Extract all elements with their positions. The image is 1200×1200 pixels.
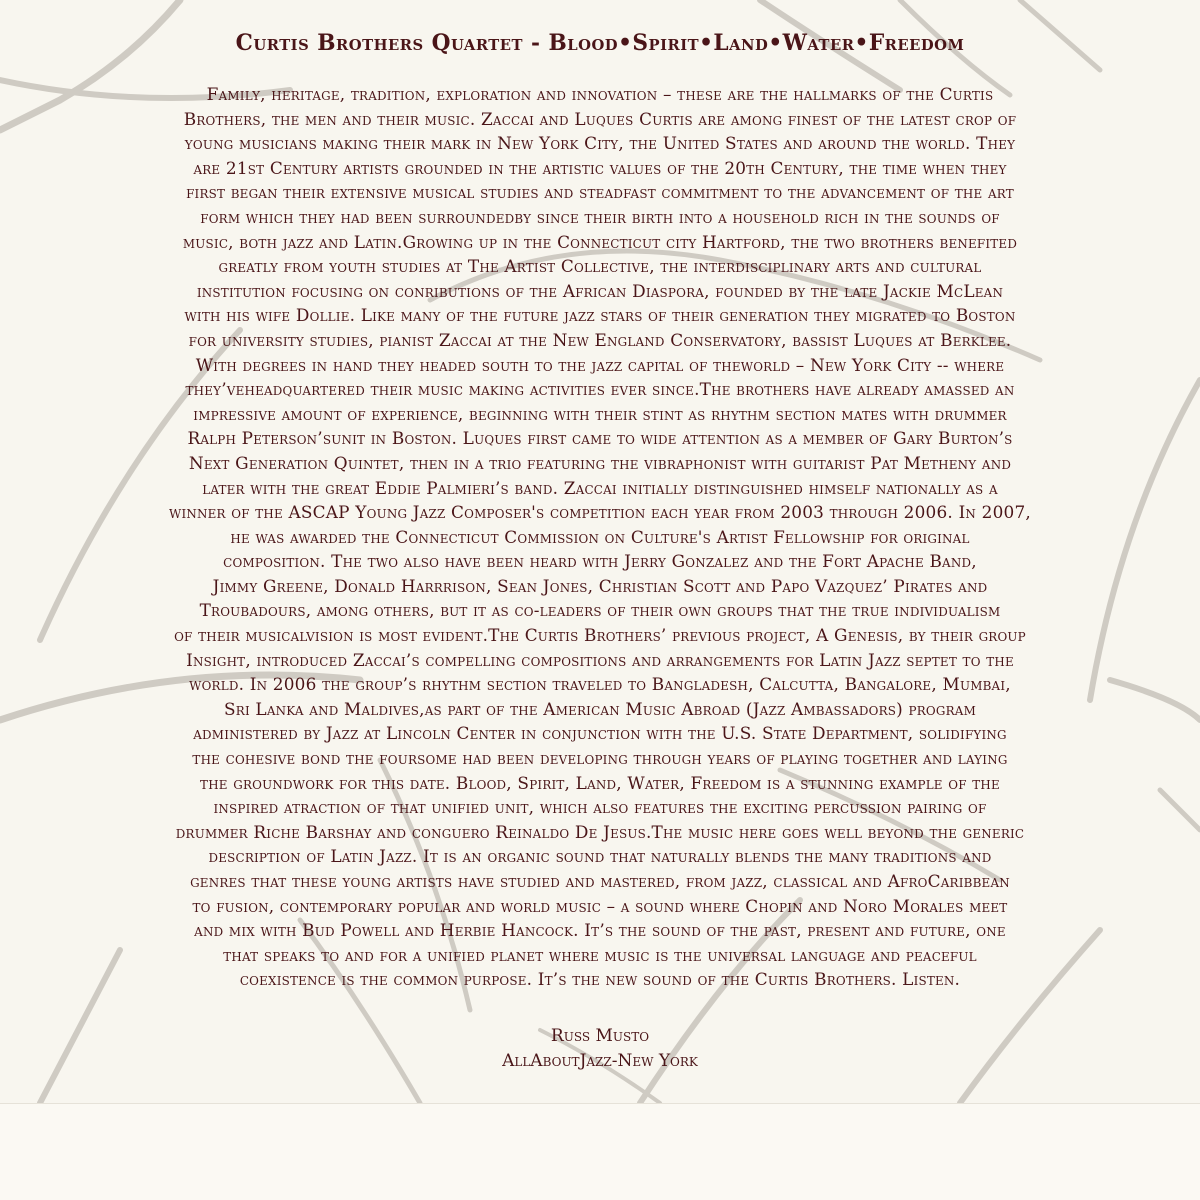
body-line: genres that these young artists have studied and mastered, from jazz, classical and AfroCaribbean [190, 872, 1010, 892]
body-line: with his wife Dollie. Like many of the future jazz stars of their generation they migrated to Boston [184, 306, 1016, 327]
body-line: for university studies, pianist Zaccai at the New England Conservatory, bassist Luques at Berklee. [188, 330, 1012, 351]
body-line: description of Latin Jazz. It is an organic sound that naturally blends the many traditions and [208, 847, 992, 868]
body-line: and mix with Bud Powell and Herbie Hancock. It’s the sound of the past, present and future, one [194, 921, 1006, 942]
body-line: to fusion, contemporary popular and world music – a sound where Chopin and Noro Morales meet [192, 896, 1008, 917]
body-line: later with the great Eddie Palmieri’s band. Zaccai initially distinguished himself nationally as a [202, 478, 998, 499]
body-line: young musicians making their mark in New York City, the United States and around the world. They [184, 134, 1016, 155]
body-line: drummer Riche Barshay and conguero Reinaldo De Jesus.The music here goes well beyond the generic [175, 822, 1025, 843]
body-line: Troubadours, among others, but it as co-leaders of their own groups that the true individualism [199, 601, 1001, 622]
body-line: composition. The two also have been heard with Jerry Gonzalez and the Fort Apache Band, [223, 552, 977, 573]
body-line: Next Generation Quintet, then in a trio featuring the vibraphonist with guitarist Pat Metheny and [188, 453, 1012, 474]
page-edge [0, 1103, 1200, 1104]
body-line: that speaks to and for a unified planet where music is the universal language and peaceful [223, 945, 977, 966]
body-line: administered by Jazz at Lincoln Center in conjunction with the U.S. State Department, solidifying [193, 724, 1007, 745]
body-line: form which they had been surroundedby since their birth into a household rich in the sounds of [200, 207, 1000, 228]
liner-notes-body [6, 83, 1194, 993]
body-line: coexistence is the common purpose. It’s the new sound of the Curtis Brothers. Listen. [239, 970, 961, 991]
body-line: institution focusing on conributions of the African Diaspora, founded by the late Jackie McLean [196, 281, 1004, 302]
body-line: music, both jazz and Latin.Growing up in the Connecticut city Hartford, the two brothers benefited [182, 232, 1018, 253]
body-line: the groundwork for this date. Blood, Spirit, Land, Water, Freedom is a stunning example of the [200, 773, 1000, 794]
body-line: inspired atraction of that unified unit, which also features the exciting percussion pairing of [213, 798, 987, 819]
body-line: Family, heritage, tradition, exploration and innovation – these are the hallmarks of the Curtis [206, 85, 994, 105]
page-title: Curtis Brothers Quartet - Blood•Spirit•Land•Water•Freedom [235, 30, 965, 56]
body-line: first began their extensive musical studies and steadfast commitment to the advancement of the art [186, 183, 1014, 204]
author-name: Russ Musto [550, 1026, 650, 1046]
body-line: Jimmy Greene, Donald Harrrison, Sean Jones, Christian Scott and Papo Vazquez’ Pirates and [212, 576, 988, 597]
body-line: he was awarded the Connecticut Commission on Culture's Artist Fellowship for original [230, 527, 970, 548]
body-line: world. In 2006 the group’s rhythm section traveled to Bangladesh, Calcutta, Bangalore, Mumbai, [189, 675, 1011, 696]
publication-name: AllAboutJazz-New York [502, 1050, 698, 1071]
body-line: With degrees in hand they headed south to the jazz capital of theworld – New York City -- where [195, 355, 1005, 376]
body-line: winner of the ASCAP Young Jazz Composer's competition each year from 2003 through 2006. In 2007, [169, 503, 1031, 524]
body-line: they’veheadquartered their music making activities ever since.The brothers have already amassed an [185, 380, 1015, 401]
body-line: of their musicalvision is most evident.The Curtis Brothers’ previous project, A Genesis, by their group [174, 626, 1026, 647]
body-line: Insight, introduced Zaccai’s compelling compositions and arrangements for Latin Jazz septet to the [186, 650, 1014, 671]
body-line: impressive amount of experience, beginning with their stint as rhythm section mates with drummer [193, 404, 1007, 425]
body-line: the cohesive bond the foursome had been developing through years of playing together and laying [192, 749, 1008, 770]
body-line: greatly from youth studies at The Artist Collective, the interdisciplinary arts and cultural [218, 257, 982, 278]
signature-block [0, 1024, 1200, 1073]
body-line: Sri Lanka and Maldives,as part of the American Music Abroad (Jazz Ambassadors) program [224, 699, 976, 720]
body-line: Ralph Peterson’sunit in Boston. Luques first came to wide attention as a member of Gary Burton’s [187, 429, 1013, 450]
body-line: Brothers, the men and their music. Zaccai and Luques Curtis are among finest of the latest crop of [183, 109, 1017, 130]
body-line: are 21st Century artists grounded in the artistic values of the 20th Century, the time when they [193, 158, 1007, 179]
